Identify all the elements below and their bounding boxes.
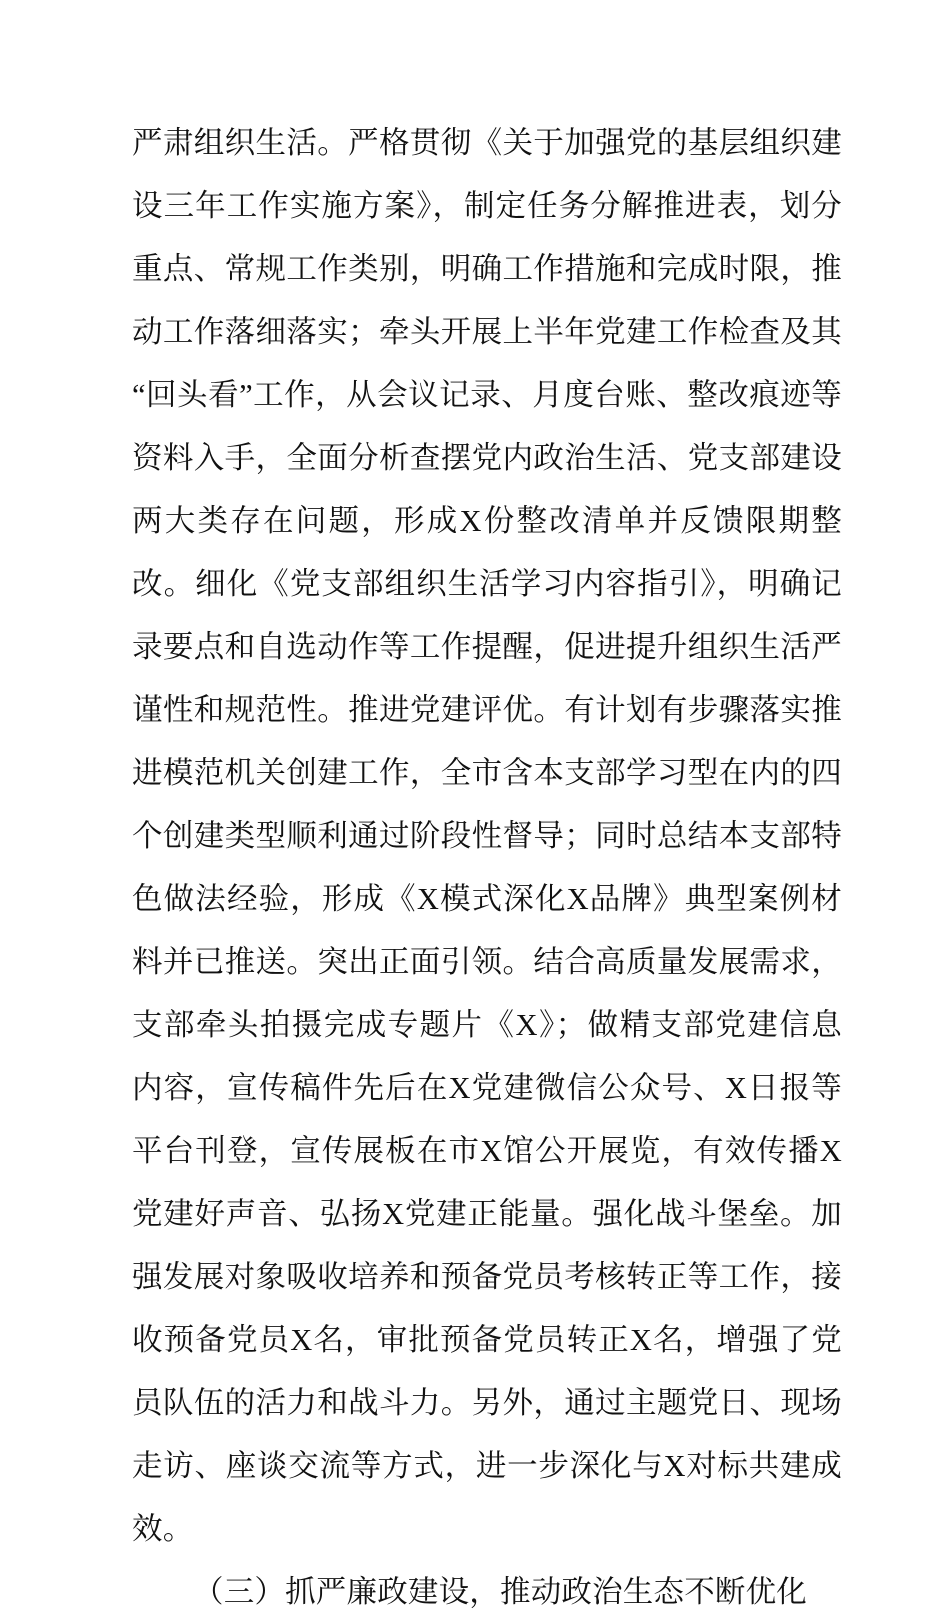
paragraph-organizational-life: 严肃组织生活。严格贯彻《关于加强党的基层组织建设三年工作实施方案》，制定任务分解推进表，划分重点、常规工作类别，明确工作措施和完成时限，推动工作落细落实；牵头开展上半年党建工作检查及其“回头看”工作，从会议记录、月度台账、整改痕迹等资料入手，全面分析查摆党内政治生活、党支部建设两大类存在问题，形成X份整改清单并反馈限期整改。细化《党支部组织生活学习内容指引》，明确记录要点和自选动作等工作提醒，促进提升组织生活严谨性和规范性。推进党建评优。有计划有步骤落实推进模范机关创建工作，全市含本支部学习型在内的四个创建类型顺利通过阶段性督导；同时总结本支部特色做法经验，形成《X模式深化X品牌》典型案例材料并已推送。突出正面引领。结合高质量发展需求，支部牵头拍摄完成专题片《X》；做精支部党建信息内容，宣传稿件先后在X党建微信公众号、X日报等平台刊登，宣传展板在市X馆公开展览，有效传播X党建好声音、弘扬X党建正能量。强化战斗堡垒。加强发展对象吸收培养和预备党员考核转正等工作，接收预备党员X名，审批预备党员转正X名，增强了党员队伍的活力和战斗力。另外，通过主题党日、现场走访、座谈交流等方式，进一步深化与X对标共建成效。 bbox=[132, 126, 842, 1546]
paragraph-section-heading-three: （三）抓严廉政建设，推动政治生态不断优化 bbox=[193, 1575, 807, 1609]
document-body bbox=[132, 112, 842, 1624]
